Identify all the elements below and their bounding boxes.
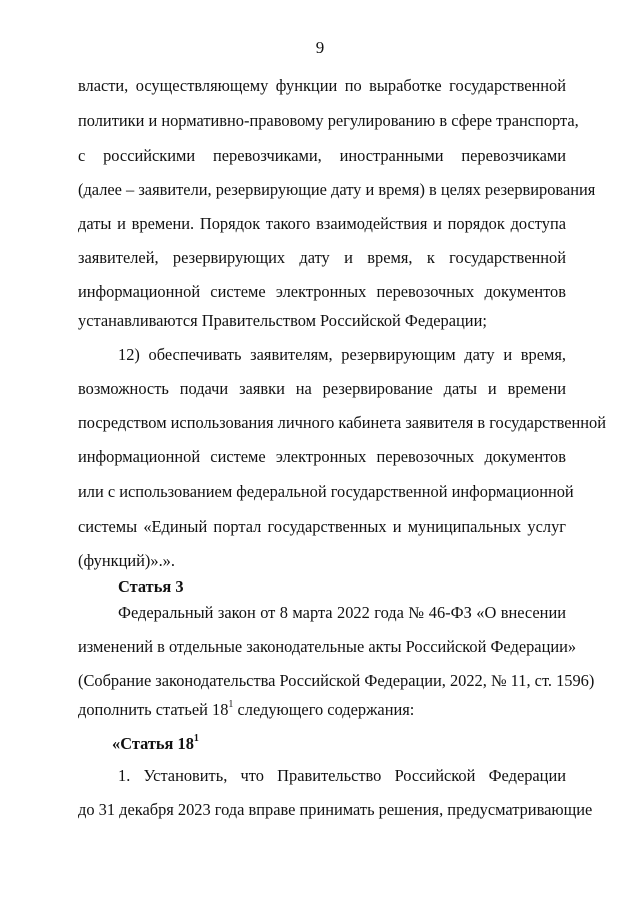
text-line: системы «Единый портал государственных и муниципальных услуг (78, 517, 566, 536)
superscript: 1 (193, 732, 199, 744)
text-line: 1. Установить, что Правительство Российской Федерации (118, 766, 566, 785)
page-number: 9 (315, 38, 325, 57)
text-line: даты и времени. Порядок такого взаимодействия и порядок доступа (78, 214, 566, 233)
heading-text: «Статья 18 (112, 734, 194, 753)
text-line: заявителей, резервирующих дату и время, к государственной (78, 248, 566, 267)
text-line: изменений в отдельные законодательные акты Российской Федерации» (78, 637, 577, 656)
article-heading: Статья 3 (118, 577, 184, 596)
superscript: 1 (228, 698, 234, 710)
text-line: до 31 декабря 2023 года вправе принимать решения, предусматривающие (78, 800, 593, 819)
text-line: с российскими перевозчиками, иностранными перевозчиками (78, 146, 566, 165)
text-run: следующего содержания: (233, 700, 415, 719)
text-line: посредством использования личного кабинета заявителя в государственной (78, 413, 607, 432)
text-line: информационной системе электронных перевозочных документов (78, 282, 566, 301)
text-line: возможность подачи заявки на резервирование даты и времени (78, 379, 566, 398)
text-line: информационной системе электронных перевозочных документов (78, 447, 566, 466)
text-run: дополнить статьей 18 (78, 700, 229, 719)
text-line: или с использованием федеральной государственной информационной (78, 482, 574, 501)
text-line: власти, осуществляющему функции по выработке государственной (78, 76, 566, 95)
text-line (78, 700, 566, 720)
text-line: (функций)».». (78, 551, 175, 570)
text-line: (далее – заявители, резервирующие дату и время) в целях резервирования (78, 180, 596, 199)
text-line: устанавливаются Правительством Российской Федерации; (78, 311, 487, 330)
article-heading (112, 734, 199, 754)
text-line: (Собрание законодательства Российской Федерации, 2022, № 11, ст. 1596) (78, 671, 595, 690)
text-line: Федеральный закон от 8 марта 2022 года № 46-ФЗ «О внесении (118, 603, 566, 622)
text-line: политики и нормативно-правовому регулированию в сфере транспорта, (78, 111, 579, 130)
text-line: 12) обеспечивать заявителям, резервирующим дату и время, (118, 345, 566, 364)
